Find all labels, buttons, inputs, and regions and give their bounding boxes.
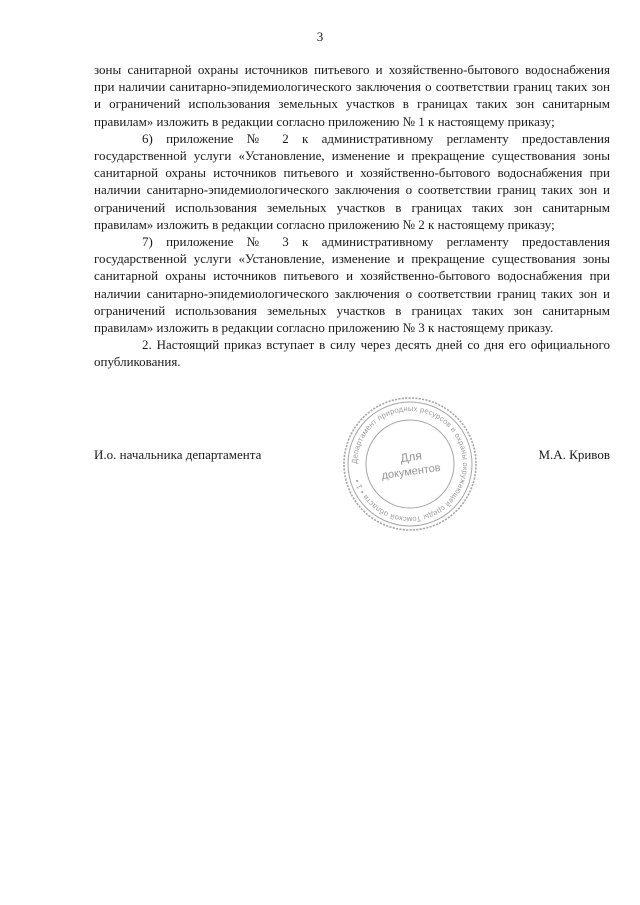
signatory-name: М.А. Кривов [538,447,610,462]
paragraph-item-7: 7) приложение № 3 к административному регламенту предоставления государственной услуги «Установление, изменение и прекращение существования зоны санитарной охраны источников питьевого и хозяйственно-бытового водоснабжения при наличии санитарно-эпидемиологического заключения о соответствии границ таких зон и ограничений использования земельных участков в границах таких зон санитарным правилам» изложить в редакции согласно приложению № 3 к настоящему приказу. [94,234,610,336]
document-body [94,61,610,371]
signatory-title: И.о. начальника департамента [94,447,262,462]
paragraph-item-6: 6) приложение № 2 к административному регламенту предоставления государственной услуги «Установление, изменение и прекращение существования зоны санитарной охраны источников питьевого и хозяйственно-бытового водоснабжения при наличии санитарно-эпидемиологического заключения о соответствии границ таких зон и ограничений использования земельных участков в границах таких зон санитарным правилам» изложить в редакции согласно приложению № 2 к настоящему приказу; [94,130,610,232]
page-number: 3 [316,29,324,44]
stamp-center-text-1: Для [399,448,423,466]
stamp-center-text-2: документов [380,461,442,483]
stamp-ring-text: Департамент природных ресурсов и охраны окружающей среды Томской области • 1 • [349,403,471,525]
paragraph-continuation: зоны санитарной охраны источников питьевого и хозяйственно-бытового водоснабжения при наличии санитарно-эпидемиологического заключения о соответствии границ таких зон и ограничений использования земельных участков в границах таких зон санитарным правилам» изложить в редакции согласно приложению № 1 к настоящему приказу; [94,62,610,129]
official-seal-stamp [341,395,479,533]
paragraph-effective-date: 2. Настоящий приказ вступает в силу через десять дней со дня его официального опубликования. [94,337,610,370]
